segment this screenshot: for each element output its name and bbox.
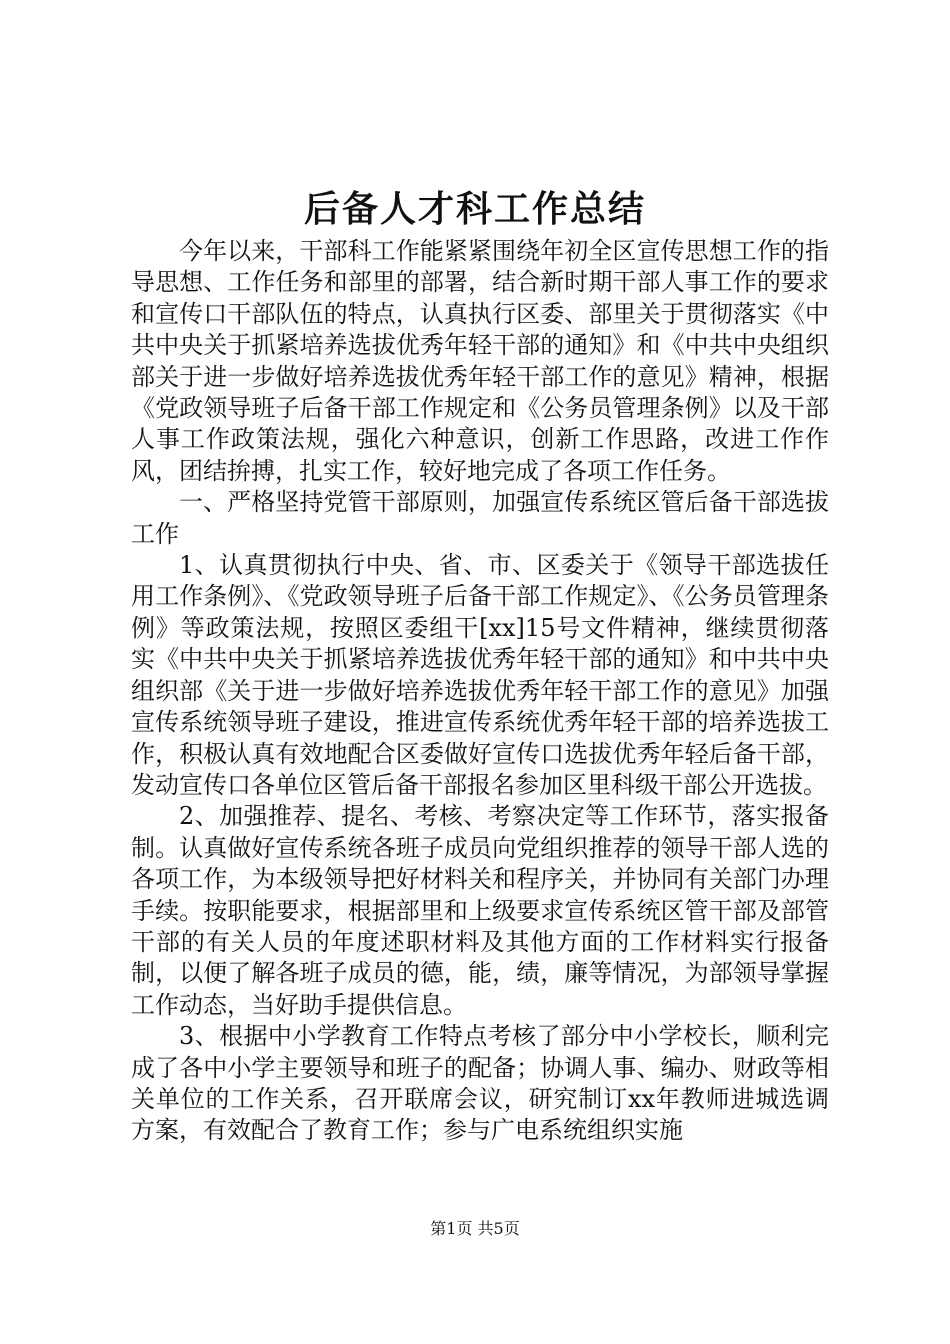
paragraph-item-3: 3、根据中小学教育工作特点考核了部分中小学校长，顺利完成了各中小学主要领导和班子的配备；协调人事、编办、财政等相关单位的工作关系，召开联席会议，研究制订xx年教师进城选调方案，有效配合了教育工作；参与广电系统组织实施 bbox=[131, 1022, 829, 1145]
document-body bbox=[131, 236, 829, 1147]
paragraph-item-1: 1、认真贯彻执行中央、省、市、区委关于《领导干部选拔任用工作条例》、《党政领导班子后备干部工作规定》、《公务员管理条例》等政策法规，按照区委组干[xx]15号文件精神，继续贯彻落实《中共中央关于抓紧培养选拔优秀年轻干部的通知》和中共中央组织部《关于进一步做好培养选拔优秀年轻干部工作的意见》加强宣传系统领导班子建设，推进宣传系统优秀年轻干部的培养选拔工作，积极认真有效地配合区委做好宣传口选拔优秀年轻后备干部，发动宣传口各单位区管后备干部报名参加区里科级干部公开选拔。 bbox=[131, 551, 829, 799]
paragraph-intro: 今年以来，干部科工作能紧紧围绕年初全区宣传思想工作的指导思想、工作任务和部里的部署，结合新时期干部人事工作的要求和宣传口干部队伍的特点，认真执行区委、部里关于贯彻落实《中共中央关于抓紧培养选拔优秀年轻干部的通知》和《中共中央组织部关于进一步做好培养选拔优秀年轻干部工作的意见》精神，根据《党政领导班子后备干部工作规定和《公务员管理条例》以及干部人事工作政策法规，强化六种意识，创新工作思路，改进工作作风，团结拚搏，扎实工作，较好地完成了各项工作任务。 bbox=[131, 237, 829, 485]
document-title: 后备人才科工作总结 bbox=[303, 188, 646, 230]
paragraph-item-2: 2、加强推荐、提名、考核、考察决定等工作环节，落实报备制。认真做好宣传系统各班子成员向党组织推荐的领导干部人选的各项工作，为本级领导把好材料关和程序关，并协同有关部门办理手续。按职能要求，根据部里和上级要求宣传系统区管干部及部管干部的有关人员的年度述职材料及其他方面的工作材料实行报备制，以便了解各班子成员的德，能，绩，廉等情况，为部领导掌握工作动态，当好助手提供信息。 bbox=[131, 802, 829, 1019]
section-heading-1: 一、严格坚持党管干部原则，加强宣传系统区管后备干部选拔工作 bbox=[131, 488, 829, 548]
page-footer: 第1页 共5页 bbox=[430, 1219, 520, 1238]
